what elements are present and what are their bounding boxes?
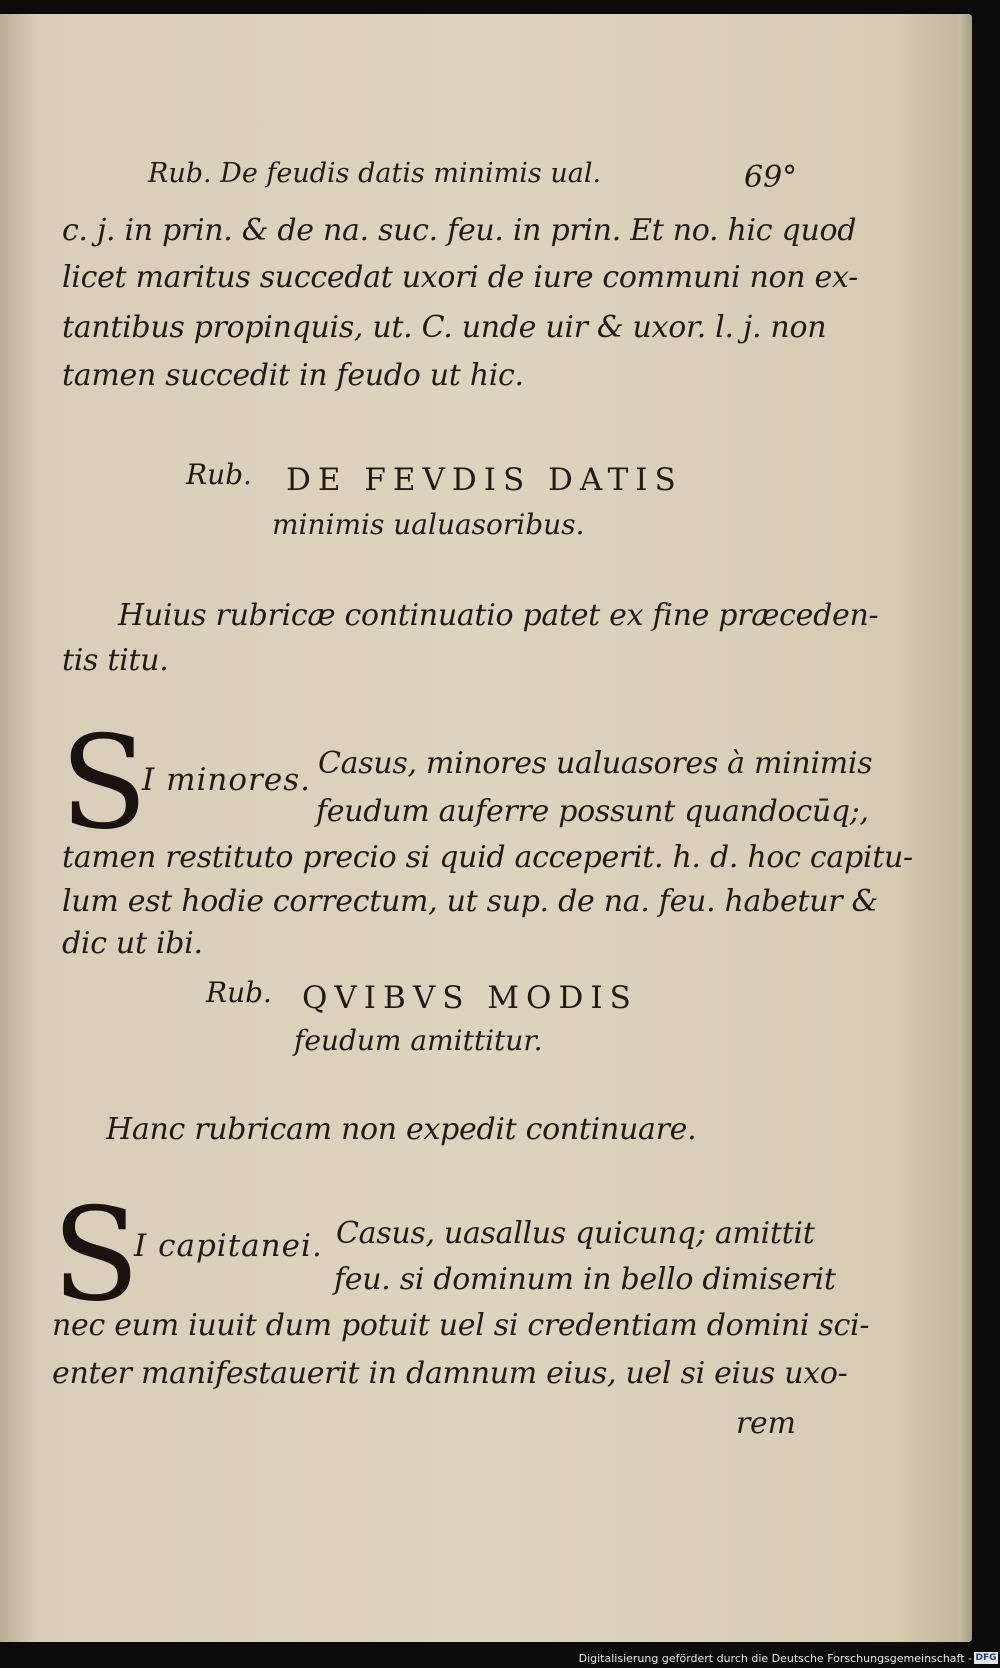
body-line: Hanc rubricam non expedit continuare. (106, 1112, 697, 1147)
body-line: Casus, uasallus quicunq; amittit (336, 1216, 815, 1251)
body-line: lum est hodie correctum, ut sup. de na. feu. habetur & (62, 884, 878, 919)
body-line: c. j. in prin. & de na. suc. feu. in prin. Et no. hic quod (62, 213, 857, 248)
body-line: dic ut ibi. (62, 926, 203, 961)
body-line: nec eum iuuit dum potuit uel si credentiam domini sci- (52, 1308, 870, 1343)
catchword: rem (736, 1406, 796, 1441)
drop-capital: S (60, 709, 148, 858)
lead-word: I capitanei. (134, 1228, 323, 1264)
body-line: licet maritus succedat uxori de iure communi non ex- (62, 260, 858, 295)
running-title: Rub. De feudis datis minimis ual. (148, 158, 602, 189)
body-line: tis titu. (62, 643, 169, 678)
body-line: feudum auferre possunt quandocūq;, (316, 794, 869, 829)
body-line: Huius rubricæ continuatio patet ex fine præceden- (118, 598, 879, 633)
digitization-credit: Digitalisierung gefördert durch die Deutsche Forschungsgemeinschaft - (578, 1652, 972, 1665)
folio-number: 69° (744, 160, 798, 195)
drop-capital: S (52, 1181, 140, 1330)
rubric-title: DE FEVDIS DATIS (286, 462, 683, 498)
rubric-subtitle: minimis ualuasoribus. (272, 508, 585, 541)
body-line: tamen succedit in feudo ut hic. (62, 358, 524, 393)
rubric-subtitle: feudum amittitur. (294, 1024, 543, 1057)
body-line: enter manifestauerit in damnum eius, uel si eius uxo- (52, 1356, 848, 1391)
dfg-logo: DFG (975, 1653, 997, 1663)
rubric-label: Rub. (186, 458, 252, 491)
rubric-title: QVIBVS MODIS (302, 980, 638, 1016)
lead-word: I minores. (142, 762, 311, 798)
body-line: Casus, minores ualuasores à minimis (318, 746, 873, 781)
body-line: tamen restituto precio si quid acceperit. h. d. hoc capitu- (62, 840, 913, 875)
body-line: tantibus propinquis, ut. C. unde uir & uxor. l. j. non (62, 310, 827, 345)
rubric-label: Rub. (206, 976, 272, 1009)
page-edge (958, 14, 972, 1642)
body-line: feu. si dominum in bello dimiserit (334, 1262, 836, 1297)
